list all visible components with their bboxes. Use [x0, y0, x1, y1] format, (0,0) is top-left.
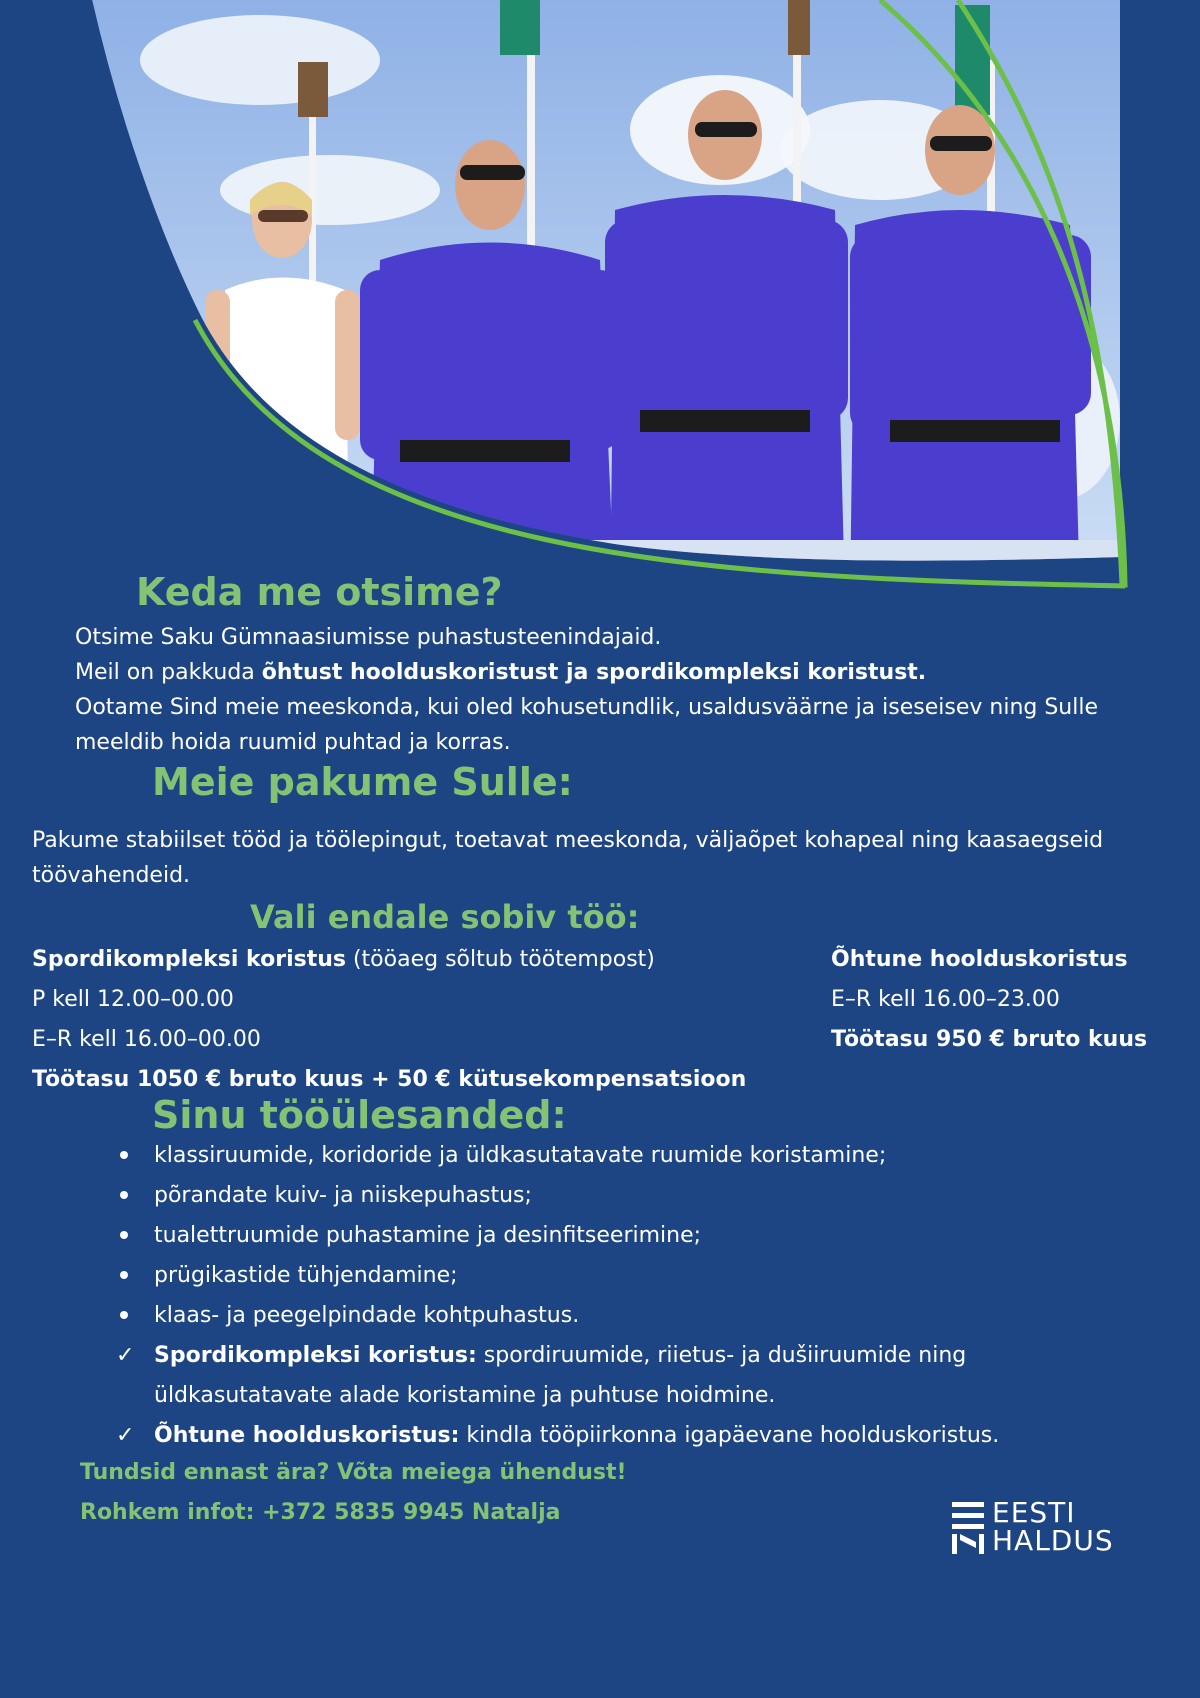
- bullet-icon: [116, 1296, 146, 1336]
- job-left-title-line: [32, 942, 655, 977]
- bullet-icon: [116, 1216, 146, 1256]
- task-list: [116, 1136, 1116, 1456]
- logo-text-line-2: HALDUS: [992, 1524, 1114, 1557]
- check-item-text-2: üldkasutatavate alade koristamine ja puhtuse hoidmine.: [154, 1383, 776, 1408]
- job-left-note: (tööaeg sõltub töötempost): [345, 947, 655, 972]
- task-text: tualettruumide puhastamine ja desinfitseerimine;: [154, 1223, 702, 1248]
- bullet-icon: [116, 1136, 146, 1176]
- job-left-hours-1: P kell 12.00–00.00: [32, 987, 234, 1012]
- list-item: [116, 1256, 1116, 1296]
- offer-line-2: töövahendeid.: [32, 863, 191, 888]
- list-item: [116, 1336, 1116, 1416]
- logo-mark-icon: [952, 1500, 986, 1556]
- intro-line-1: Otsime Saku Gümnaasiumisse puhastusteenindajaid.: [75, 625, 662, 650]
- contact-line-1: Tundsid ennast ära? Võta meiega ühendust!: [80, 1460, 627, 1485]
- heading-sinu-toouelesanded: Sinu tööülesanded:: [152, 1093, 567, 1137]
- list-item: [116, 1216, 1116, 1256]
- heading-vali-endale-sobiv-too: Vali endale sobiv töö:: [250, 898, 640, 936]
- checkmark-icon: ✓: [116, 1343, 135, 1368]
- intro-line-2-prefix: Meil on pakkuda: [75, 660, 262, 685]
- task-text: klaas- ja peegelpindade kohtpuhastus.: [154, 1303, 580, 1328]
- job-right-salary: Töötasu 950 € bruto kuus: [831, 1027, 1148, 1052]
- list-item: [116, 1416, 1116, 1456]
- job-right-hours: E–R kell 16.00–23.00: [831, 987, 1060, 1012]
- contact-line-2: Rohkem infot: +372 5835 9945 Natalja: [80, 1500, 561, 1525]
- bullet-icon: [116, 1256, 146, 1296]
- eesti-haldus-logo: [952, 1498, 1132, 1556]
- checkmark-icon: ✓: [116, 1423, 135, 1448]
- intro-line-2-bold: õhtust hoolduskoristust ja spordikompleksi koristust.: [261, 660, 927, 685]
- task-text: põrandate kuiv- ja niiskepuhastus;: [154, 1183, 532, 1208]
- intro-line-3: Ootame Sind meie meeskonda, kui oled kohusetundlik, usaldusväärne ja iseseisev ning Sulle: [75, 695, 1099, 720]
- intro-line-4: meeldib hoida ruumid puhtad ja korras.: [75, 730, 511, 755]
- job-left-salary: Töötasu 1050 € bruto kuus + 50 € kütusekompensatsioon: [32, 1067, 747, 1092]
- list-item: [116, 1136, 1116, 1176]
- list-item: [116, 1296, 1116, 1336]
- heading-meie-pakume-sulle: Meie pakume Sulle:: [152, 760, 573, 804]
- heading-keda-me-otsime: Keda me otsime?: [136, 570, 503, 614]
- job-left-title: Spordikompleksi koristus: [32, 947, 346, 972]
- bullet-icon: [116, 1176, 146, 1216]
- check-item-bold: Õhtune hoolduskoristus:: [154, 1423, 460, 1448]
- list-item: [116, 1176, 1116, 1216]
- logo-text-line-1: EESTI: [992, 1496, 1076, 1529]
- check-item-bold: Spordikompleksi koristus:: [154, 1343, 477, 1368]
- offer-line-1: Pakume stabiilset tööd ja töölepingut, toetavat meeskonda, väljaõpet kohapeal ning kaasaegseid: [32, 828, 1104, 853]
- job-right-title: Õhtune hoolduskoristus: [831, 947, 1128, 972]
- task-text: prügikastide tühjendamine;: [154, 1263, 458, 1288]
- check-item-text: spordiruumide, riietus- ja dušiiruumide ning: [476, 1343, 967, 1368]
- check-item-text: kindla tööpiirkonna igapäevane hoolduskoristus.: [459, 1423, 1000, 1448]
- intro-line-2: [75, 655, 926, 690]
- job-left-hours-2: E–R kell 16.00–00.00: [32, 1027, 261, 1052]
- hero-photo: [0, 0, 1200, 600]
- task-text: klassiruumide, koridoride ja üldkasutatavate ruumide koristamine;: [154, 1143, 887, 1168]
